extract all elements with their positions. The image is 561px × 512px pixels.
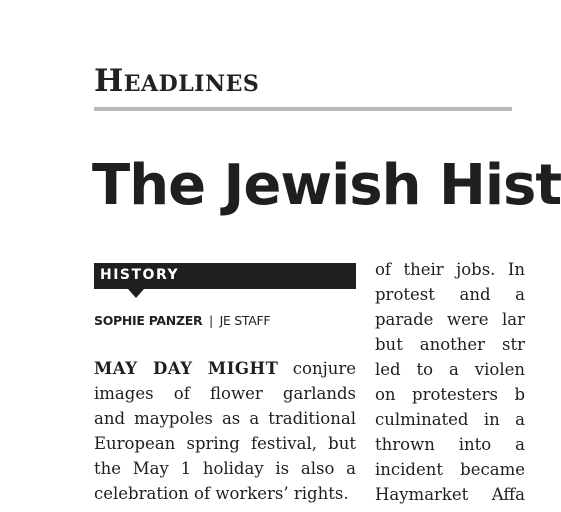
column-line: European spring festival, but: [94, 434, 356, 453]
column-line: celebration of workers’ rights.: [94, 484, 349, 503]
column-line: on protesters b: [375, 385, 525, 404]
column-line: images of flower garlands: [94, 384, 356, 403]
lead-line-rest: conjure: [292, 359, 356, 378]
byline-separator: |: [208, 313, 213, 328]
column-line: the May 1 holiday is also a: [94, 459, 356, 478]
category-label: HISTORY: [100, 267, 180, 283]
article-headline: The Jewish Hist: [92, 153, 561, 218]
column-line: protest and a: [375, 285, 525, 304]
author-name: SOPHIE PANZER: [94, 313, 203, 328]
column-line: thrown into a: [375, 435, 525, 454]
column-line: of their jobs. In: [375, 260, 525, 279]
section-divider: [94, 107, 512, 111]
column-line: incident became: [375, 460, 525, 479]
lead-in: MAY DAY MIGHT: [94, 359, 279, 378]
column-line: culminated in a: [375, 410, 525, 429]
column-line: [94, 356, 356, 381]
column-line: but another str: [375, 335, 525, 354]
column-line: parade were lar: [375, 310, 525, 329]
byline: [94, 313, 270, 328]
column-line: and maypoles as a traditional: [94, 409, 356, 428]
author-affiliation: JE STAFF: [219, 313, 271, 328]
article-column-1: [94, 356, 356, 506]
column-line: led to a violen: [375, 360, 525, 379]
category-tag: [94, 263, 356, 289]
category-pointer: [128, 289, 144, 298]
section-title: Headlines: [94, 63, 260, 99]
column-line: Haymarket Affa: [375, 485, 525, 504]
article-column-2: [375, 257, 525, 507]
